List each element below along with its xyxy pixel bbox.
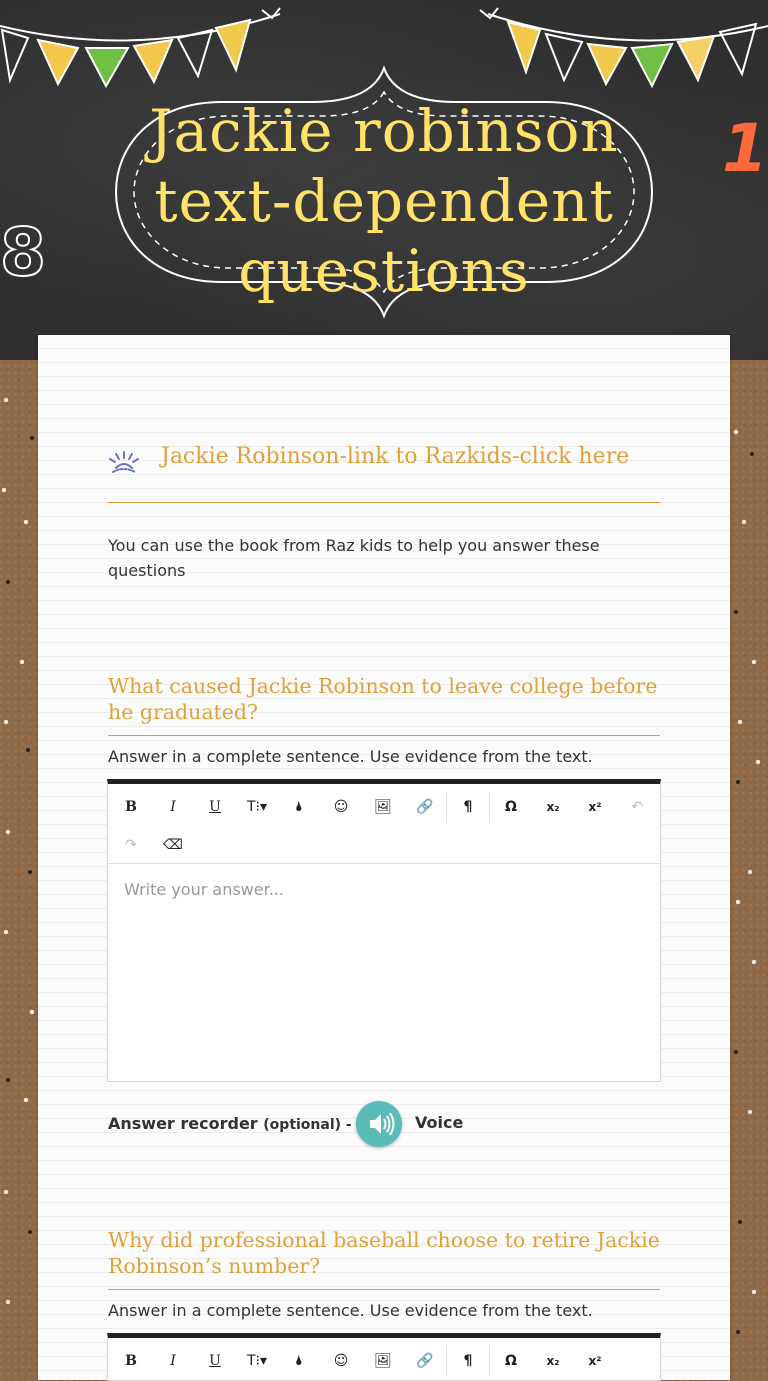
italic-button[interactable]: I bbox=[170, 1352, 176, 1369]
question-2-title: Why did professional baseball choose to retire Jackie Robinson’s number? bbox=[108, 1227, 660, 1290]
question-1-title: What caused Jackie Robinson to leave college before he graduated? bbox=[108, 673, 660, 736]
undo-icon[interactable]: ↶ bbox=[631, 798, 643, 815]
question-1-instruction: Answer in a complete sentence. Use evidence from the text. bbox=[108, 747, 593, 766]
paragraph-direction-icon[interactable]: ¶ bbox=[463, 798, 473, 815]
link-insert-icon[interactable]: 🔗 bbox=[416, 798, 434, 815]
page-title: Jackie robinson text-dependent questions bbox=[149, 97, 619, 305]
clear-formatting-icon[interactable]: ⌫ bbox=[163, 836, 183, 853]
editor-toolbar bbox=[108, 1338, 660, 1380]
underline-button[interactable]: U bbox=[209, 1352, 221, 1369]
text-size-dropdown[interactable]: T⁝▾ bbox=[246, 798, 268, 815]
decorative-number-one: 1 bbox=[722, 110, 768, 187]
bold-button[interactable]: B bbox=[125, 798, 137, 815]
italic-button[interactable]: I bbox=[170, 798, 176, 815]
emoji-icon[interactable]: ☺ bbox=[333, 1352, 349, 1369]
text-color-icon[interactable]: 🌢 bbox=[294, 1352, 304, 1369]
special-character-icon[interactable]: Ω bbox=[505, 798, 517, 815]
answer-recorder bbox=[108, 1100, 660, 1148]
redo-icon[interactable]: ↷ bbox=[125, 836, 137, 853]
question-2-instruction: Answer in a complete sentence. Use evidence from the text. bbox=[108, 1301, 593, 1320]
voice-record-button[interactable] bbox=[356, 1101, 402, 1147]
superscript-button[interactable]: x² bbox=[588, 799, 602, 814]
subscript-button[interactable]: x₂ bbox=[546, 799, 560, 814]
bold-button[interactable]: B bbox=[125, 1352, 137, 1369]
image-icon[interactable]: 🖼 bbox=[374, 1352, 392, 1369]
link-icon bbox=[108, 448, 140, 476]
image-icon[interactable]: 🖼 bbox=[374, 798, 392, 815]
question-1-editor bbox=[107, 779, 661, 1082]
editor-toolbar bbox=[108, 784, 660, 863]
razkids-link-text[interactable]: Jackie Robinson-link to Razkids-click here bbox=[161, 444, 630, 469]
link-insert-icon[interactable]: 🔗 bbox=[416, 1352, 434, 1369]
speaker-icon bbox=[356, 1101, 402, 1147]
paragraph-direction-icon[interactable]: ¶ bbox=[463, 1352, 473, 1369]
text-color-icon[interactable]: 🌢 bbox=[294, 798, 304, 815]
question-2-editor bbox=[107, 1333, 661, 1381]
razkids-link-block[interactable] bbox=[108, 444, 660, 503]
recorder-label: Answer recorder (optional) - bbox=[108, 1114, 352, 1133]
special-character-icon[interactable]: Ω bbox=[505, 1352, 517, 1369]
subscript-button[interactable]: x₂ bbox=[546, 1353, 560, 1368]
answer-textarea[interactable]: Write your answer... bbox=[108, 863, 660, 1081]
voice-label: Voice bbox=[415, 1113, 464, 1132]
intro-text: You can use the book from Raz kids to help you answer these questions bbox=[108, 536, 600, 580]
decorative-number-eight: 8 bbox=[0, 214, 46, 291]
emoji-icon[interactable]: ☺ bbox=[333, 798, 349, 815]
superscript-button[interactable]: x² bbox=[588, 1353, 602, 1368]
underline-button[interactable]: U bbox=[209, 798, 221, 815]
text-size-dropdown[interactable]: T⁝▾ bbox=[246, 1352, 268, 1369]
